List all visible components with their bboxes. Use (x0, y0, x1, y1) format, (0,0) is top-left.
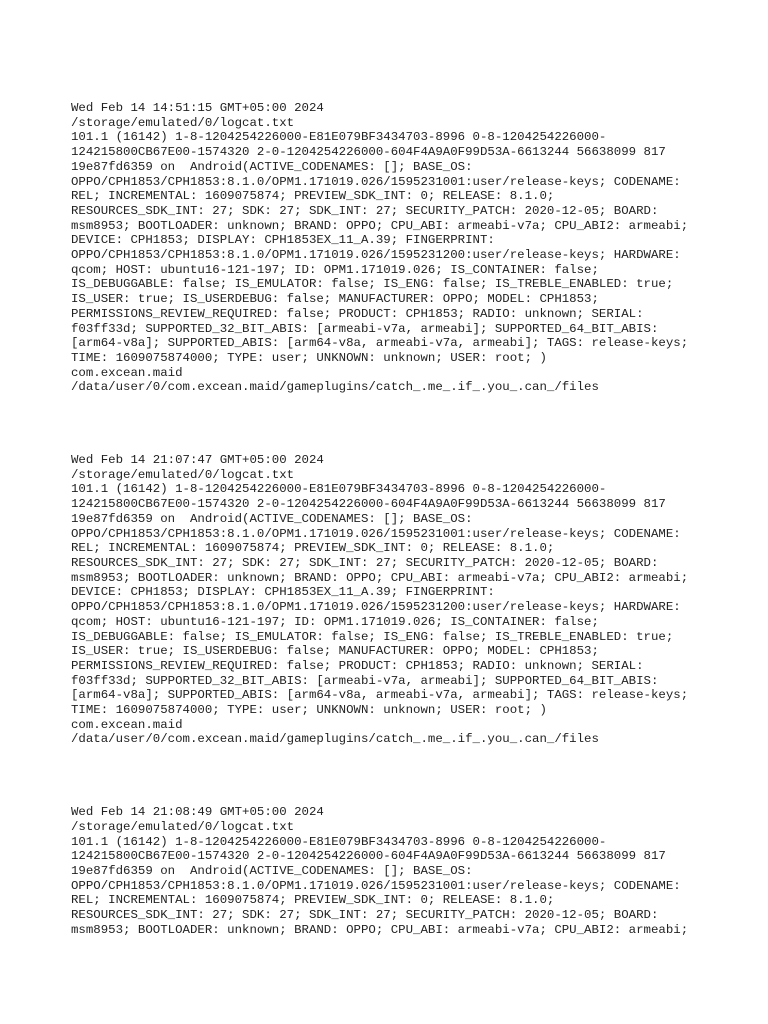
log-line: qcom; HOST: ubuntu16-121-197; ID: OPM1.171019.026; IS_CONTAINER: false; (71, 262, 599, 277)
log-data-path: /data/user/0/com.excean.maid/gameplugins/catch_.me_.if_.you_.can_/files (71, 732, 599, 747)
log-line: [arm64-v8a]; SUPPORTED_ABIS: [arm64-v8a, armeabi-v7a, armeabi]; TAGS: release-keys; (71, 336, 689, 351)
log-line: OPPO/CPH1853/CPH1853:8.1.0/OPM1.171019.026/1595231001:user/release-keys; CODENAME: (71, 878, 681, 893)
log-file-path: /storage/emulated/0/logcat.txt (71, 115, 295, 130)
log-line: REL; INCREMENTAL: 1609075874; PREVIEW_SDK_INT: 0; RELEASE: 8.1.0; (71, 189, 555, 204)
log-line: TIME: 1609075874000; TYPE: user; UNKNOWN: unknown; USER: root; ) (71, 703, 547, 718)
log-line: 101.1 (16142) 1-8-1204254226000-E81E079BF3434703-8996 0-8-1204254226000- (71, 482, 607, 497)
log-line: msm8953; BOOTLOADER: unknown; BRAND: OPPO; CPU_ABI: armeabi-v7a; CPU_ABI2: armeabi; (71, 218, 689, 233)
log-line: 124215800CB67E00-1574320 2-0-1204254226000-604F4A9A0F99D53A-6613244 56638099 817 (71, 497, 666, 512)
log-entry (71, 805, 761, 937)
log-line: IS_USER: true; IS_USERDEBUG: false; MANUFACTURER: OPPO; MODEL: CPH1853; (71, 292, 599, 307)
log-line: RESOURCES_SDK_INT: 27; SDK: 27; SDK_INT: 27; SECURITY_PATCH: 2020-12-05; BOARD: (71, 908, 659, 923)
log-line: f03ff33d; SUPPORTED_32_BIT_ABIS: [armeabi-v7a, armeabi]; SUPPORTED_64_BIT_ABIS: (71, 321, 659, 336)
log-line: OPPO/CPH1853/CPH1853:8.1.0/OPM1.171019.026/1595231001:user/release-keys; CODENAME: (71, 526, 681, 541)
log-line: IS_USER: true; IS_USERDEBUG: false; MANUFACTURER: OPPO; MODEL: CPH1853; (71, 644, 599, 659)
log-line: [arm64-v8a]; SUPPORTED_ABIS: [arm64-v8a, armeabi-v7a, armeabi]; TAGS: release-keys; (71, 688, 689, 703)
log-line: 19e87fd6359 on Android(ACTIVE_CODENAMES: []; BASE_OS: (71, 863, 473, 878)
log-file-path: /storage/emulated/0/logcat.txt (71, 819, 295, 834)
log-line: IS_DEBUGGABLE: false; IS_EMULATOR: false; IS_ENG: false; IS_TREBLE_ENABLED: true; (71, 629, 674, 644)
log-line: IS_DEBUGGABLE: false; IS_EMULATOR: false; IS_ENG: false; IS_TREBLE_ENABLED: true; (71, 277, 674, 292)
log-line: 124215800CB67E00-1574320 2-0-1204254226000-604F4A9A0F99D53A-6613244 56638099 817 (71, 145, 666, 160)
log-entry (71, 101, 761, 395)
log-timestamp: Wed Feb 14 14:51:15 GMT+05:00 2024 (71, 101, 324, 115)
log-line: DEVICE: CPH1853; DISPLAY: CPH1853EX_11_A.39; FINGERPRINT: (71, 233, 495, 248)
log-timestamp: Wed Feb 14 21:08:49 GMT+05:00 2024 (71, 805, 324, 820)
log-line: RESOURCES_SDK_INT: 27; SDK: 27; SDK_INT: 27; SECURITY_PATCH: 2020-12-05; BOARD: (71, 203, 659, 218)
log-package-name: com.excean.maid (71, 365, 183, 380)
log-line: 19e87fd6359 on Android(ACTIVE_CODENAMES: []; BASE_OS: (71, 511, 473, 526)
log-timestamp: Wed Feb 14 21:07:47 GMT+05:00 2024 (71, 453, 324, 468)
log-line: 101.1 (16142) 1-8-1204254226000-E81E079BF3434703-8996 0-8-1204254226000- (71, 130, 607, 145)
log-line: 101.1 (16142) 1-8-1204254226000-E81E079BF3434703-8996 0-8-1204254226000- (71, 834, 607, 849)
log-line: DEVICE: CPH1853; DISPLAY: CPH1853EX_11_A.39; FINGERPRINT: (71, 585, 495, 600)
log-document (71, 101, 761, 937)
log-line: 124215800CB67E00-1574320 2-0-1204254226000-604F4A9A0F99D53A-6613244 56638099 817 (71, 849, 666, 864)
log-entry (71, 453, 761, 747)
log-data-path: /data/user/0/com.excean.maid/gameplugins/catch_.me_.if_.you_.can_/files (71, 380, 599, 395)
log-line: RESOURCES_SDK_INT: 27; SDK: 27; SDK_INT: 27; SECURITY_PATCH: 2020-12-05; BOARD: (71, 555, 659, 570)
log-line: 19e87fd6359 on Android(ACTIVE_CODENAMES: []; BASE_OS: (71, 159, 473, 174)
log-line: OPPO/CPH1853/CPH1853:8.1.0/OPM1.171019.026/1595231200:user/release-keys; HARDWARE: (71, 248, 681, 263)
log-package-name: com.excean.maid (71, 717, 183, 732)
log-file-path: /storage/emulated/0/logcat.txt (71, 467, 295, 482)
log-line: msm8953; BOOTLOADER: unknown; BRAND: OPPO; CPU_ABI: armeabi-v7a; CPU_ABI2: armeabi; (71, 922, 689, 937)
log-line: REL; INCREMENTAL: 1609075874; PREVIEW_SDK_INT: 0; RELEASE: 8.1.0; (71, 893, 555, 908)
log-line: OPPO/CPH1853/CPH1853:8.1.0/OPM1.171019.026/1595231001:user/release-keys; CODENAME: (71, 174, 681, 189)
log-line: PERMISSIONS_REVIEW_REQUIRED: false; PRODUCT: CPH1853; RADIO: unknown; SERIAL: (71, 306, 644, 321)
log-line: qcom; HOST: ubuntu16-121-197; ID: OPM1.171019.026; IS_CONTAINER: false; (71, 614, 599, 629)
log-line: f03ff33d; SUPPORTED_32_BIT_ABIS: [armeabi-v7a, armeabi]; SUPPORTED_64_BIT_ABIS: (71, 673, 659, 688)
log-line: TIME: 1609075874000; TYPE: user; UNKNOWN: unknown; USER: root; ) (71, 350, 547, 365)
log-line: PERMISSIONS_REVIEW_REQUIRED: false; PRODUCT: CPH1853; RADIO: unknown; SERIAL: (71, 658, 644, 673)
log-line: msm8953; BOOTLOADER: unknown; BRAND: OPPO; CPU_ABI: armeabi-v7a; CPU_ABI2: armeabi; (71, 570, 689, 585)
log-line: REL; INCREMENTAL: 1609075874; PREVIEW_SDK_INT: 0; RELEASE: 8.1.0; (71, 541, 555, 556)
log-line: OPPO/CPH1853/CPH1853:8.1.0/OPM1.171019.026/1595231200:user/release-keys; HARDWARE: (71, 600, 681, 615)
